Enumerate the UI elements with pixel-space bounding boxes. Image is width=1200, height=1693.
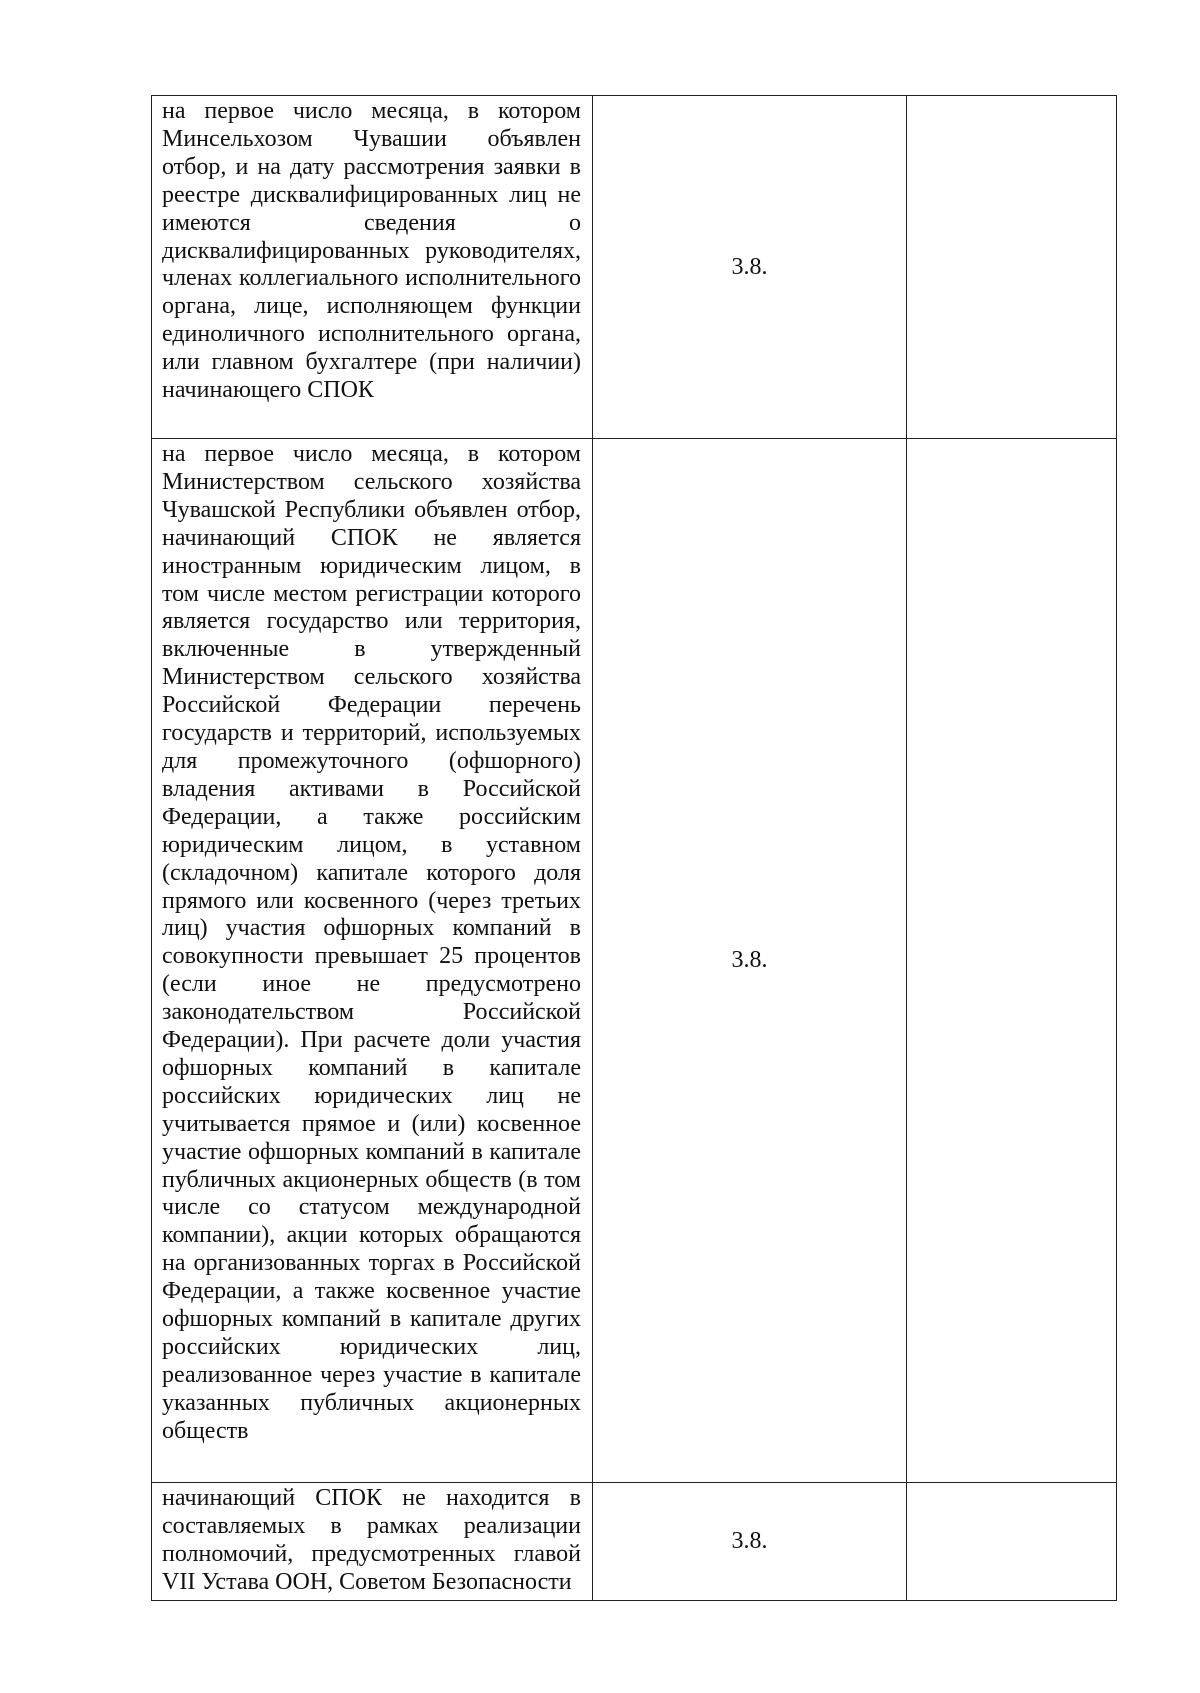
condition-text: на первое число месяца, в котором Министерством сельского хозяйства Чувашской Республики объявлен отбор, начинающий СПОК не является иностранным юридическим лицом, в том числе местом регистрации которого является государство или территория, включенные в утвержденный Министерством сельского хозяйства Российской Федерации перечень государств и территорий, используемых для промежуточного (офшорного) владения активами в Российской Федерации, а также российским юридическим лицом, в уставном (складочном) капитале которого доля прямого или косвенного (через третьих лиц) участия офшорных компаний в совокупности превышает 25 процентов (если иное не предусмотрено законодательством Российской Федерации). При расчете доли участия офшорных компаний в капитале российских юридических лиц не учитывается прямое и (или) косвенное участие офшорных компаний в капитале публичных акционерных обществ (в том числе со статусом международной компании), акции которых обращаются на организованных торгах в Российской Федерации, а также косвенное участие офшорных компаний в капитале других российских юридических лиц, реализованное через участие в капитале указанных публичных акционерных обществ — [162, 441, 581, 1444]
table-row — [152, 439, 1117, 1483]
condition-text: на первое число месяца, в котором Минсельхозом Чувашии объявлен отбор, и на дату рассмотрения заявки в реестре дисквалифицированных лиц не имеются сведения о дисквалифицированных руководителях, членах коллегиального исполнительного органа, лице, исполняющем функции единоличного исполнительного органа, или главном бухгалтере (при наличии) начинающего СПОК — [162, 98, 581, 404]
note-cell — [907, 96, 1117, 439]
point-reference-cell — [593, 439, 907, 1483]
note-cell — [907, 1483, 1117, 1601]
condition-text: начинающий СПОК не находится в составляемых в рамках реализации полномочий, предусмотренных главой VII Устава ООН, Советом Безопасности — [162, 1485, 581, 1595]
condition-cell — [152, 439, 593, 1483]
point-reference-cell — [593, 1483, 907, 1601]
point-reference: 3.8. — [731, 1528, 768, 1554]
point-reference: 3.8. — [731, 253, 768, 280]
note-cell — [907, 439, 1117, 1483]
condition-cell — [152, 96, 593, 439]
condition-cell — [152, 1483, 593, 1601]
table-row — [152, 96, 1117, 439]
requirements-table — [151, 95, 1117, 1601]
point-reference: 3.8. — [731, 947, 768, 973]
point-reference-cell — [593, 96, 907, 439]
table-row — [152, 1483, 1117, 1601]
